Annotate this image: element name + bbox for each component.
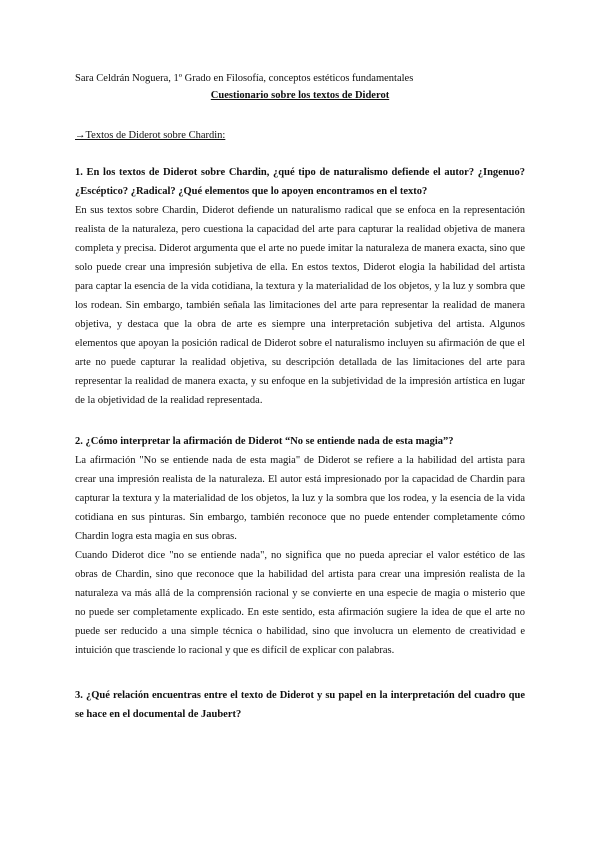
section-heading: →Textos de Diderot sobre Chardin:	[75, 130, 226, 141]
author-header: Sara Celdrán Noguera, 1º Grado en Filosofía, conceptos estéticos fundamentales	[75, 73, 414, 84]
document-page	[75, 72, 525, 724]
question-2: 2. ¿Cómo interpretar la afirmación de Diderot “No se entiende nada de esta magia”?	[75, 436, 454, 447]
answer-1: En sus textos sobre Chardin, Diderot defiende un naturalismo radical que se enfoca en la representación realista de la naturaleza, pero cuestiona la capacidad del arte para capturar la realidad objetiva de manera completa y precisa. Diderot argumenta que el arte no puede imitar la naturaleza de manera exacta, sino que solo puede crear una impresión subjetiva de ella. En estos textos, Diderot elogia la habilidad del artista para captar la esencia de la vida cotidiana, la textura y la materialidad de los objetos, y la luz y sombra que los rodean. Sin embargo, también señala las limitaciones del arte para representar la realidad de manera objetiva, y destaca que la obra de arte es siempre una interpretación subjetiva del artista. Algunos elementos que apoyan la posición radical de Diderot sobre el naturalismo incluyen su afirmación de que el arte no puede capturar la realidad objetiva, su descripción detallada de las limitaciones del arte para representar la realidad de manera exacta, y su enfoque en la subjetividad de la impresión artística en lugar de la objetividad de la realidad representada.	[75, 205, 525, 406]
question-1: 1. En los textos de Diderot sobre Chardin, ¿qué tipo de naturalismo defiende el autor? ¿Ingenuo? ¿Escéptico? ¿Radical? ¿Qué elementos que lo apoyen encontramos en el texto?	[75, 167, 525, 197]
answer-2-paragraph-1: La afirmación "No se entiende nada de esta magia" de Diderot se refiere a la habilidad del artista para crear una impresión realista de la naturaleza. El autor está impresionado por la capacidad de Chardin para capturar la textura y la materialidad de los objetos, la luz y la sombra que los rodea, y la esencia de la vida cotidiana en sus pinturas. Sin embargo, también reconoce que no puede entender completamente cómo Chardin logra esta magia en sus obras.	[75, 455, 525, 542]
question-3: 3. ¿Qué relación encuentras entre el texto de Diderot y su papel en la interpretación del cuadro que se hace en el documental de Jaubert?	[75, 690, 525, 720]
document-title: Cuestionario sobre los textos de Diderot	[210, 90, 390, 101]
answer-2-paragraph-2: Cuando Diderot dice "no se entiende nada", no significa que no pueda apreciar el valor estético de las obras de Chardin, sino que reconoce que la habilidad del artista para crear una impresión realista de la naturaleza va más allá de la comprensión racional y se convierte en una especie de magia o misterio que no puede ser completamente explicado. En este sentido, esta afirmación sugiere la idea de que el arte no puede ser reducido a una simple técnica o habilidad, sino que involucra un elemento de creatividad e intuición que trasciende lo racional y que es difícil de explicar con palabras.	[75, 550, 525, 656]
